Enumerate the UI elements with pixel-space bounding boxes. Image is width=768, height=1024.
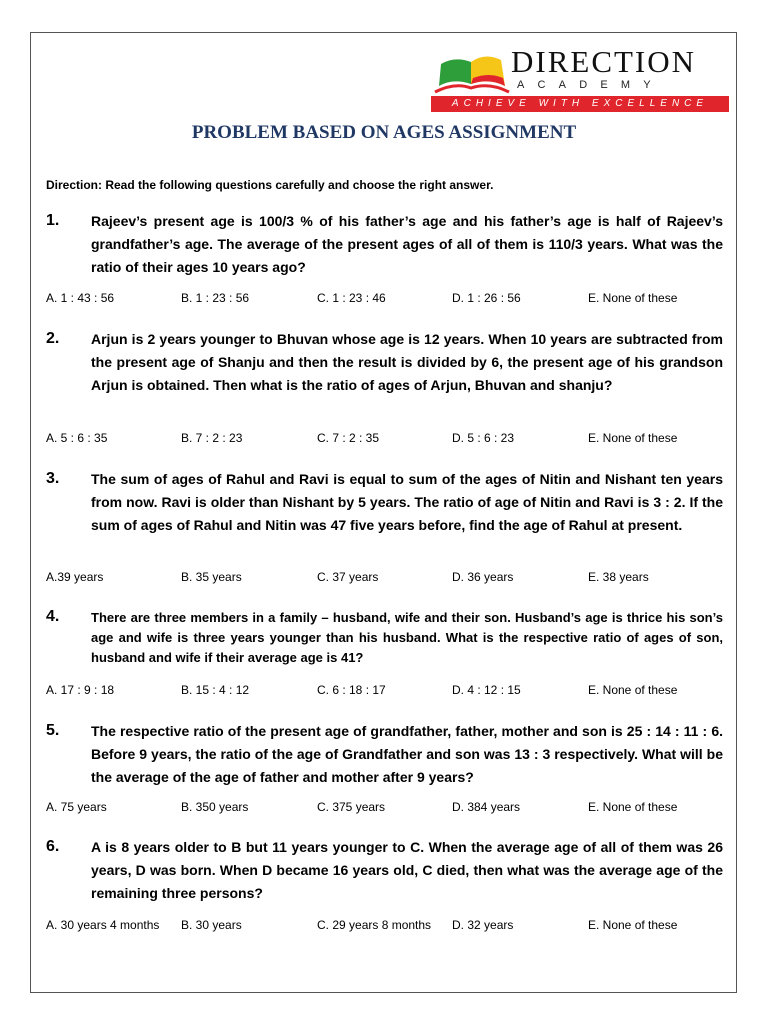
- option-e: E. None of these: [588, 431, 678, 445]
- question-text: Arjun is 2 years younger to Bhuvan whose age is 12 years. When 10 years are subtracted from the present age of Shanju and then the result is divided by 6, the present age of his grandson Arjun is obtained. Then what is the ratio of ages of Arjun, Bhuvan and shanju?: [91, 331, 723, 393]
- option-a: A. 5 : 6 : 35: [46, 431, 108, 445]
- option-c: C. 29 years 8 months: [317, 918, 432, 932]
- option-e: E. None of these: [588, 800, 678, 814]
- option-c: C. 37 years: [317, 570, 379, 584]
- option-e: E. 38 years: [588, 570, 649, 584]
- option-d: D. 32 years: [452, 918, 514, 932]
- question-number: 2.: [46, 330, 60, 347]
- question-2-options: [46, 431, 726, 447]
- logo-name: DIRECTION: [511, 44, 697, 79]
- option-e: E. None of these: [588, 683, 678, 697]
- question-text: There are three members in a family – husband, wife and their son. Husband’s age is thrice his son’s age and wife is three years younger than his husband. What is the respective ratio of ages of son, husband and wife if their average age is 41?: [91, 610, 723, 665]
- option-c: C. 375 years: [317, 800, 386, 814]
- question-number: 4.: [46, 608, 60, 625]
- book-icon: [431, 48, 511, 98]
- option-d: D. 36 years: [452, 570, 514, 584]
- option-c: C. 1 : 23 : 46: [317, 291, 386, 305]
- direction-academy-logo: [431, 46, 731, 114]
- page-title: PROBLEM BASED ON AGES ASSIGNMENT: [191, 122, 577, 143]
- option-a: A. 1 : 43 : 56: [46, 291, 115, 305]
- option-e: E. None of these: [588, 291, 678, 305]
- option-c: C. 7 : 2 : 35: [317, 431, 380, 445]
- option-b: B. 30 years: [181, 918, 242, 932]
- option-a: A. 17 : 9 : 18: [46, 683, 115, 697]
- question-number: 1.: [46, 212, 60, 229]
- option-d: D. 5 : 6 : 23: [452, 431, 515, 445]
- logo-tagline: ACHIEVE WITH EXCELLENCE: [431, 96, 729, 112]
- option-d: D. 4 : 12 : 15: [452, 683, 521, 697]
- question-text: Rajeev’s present age is 100/3 % of his father’s age and his father’s age is half of Rajeev’s grandfather’s age. The average of the present ages of all of them is 110/3 years. What was the ratio of their ages 10 years ago?: [91, 213, 723, 275]
- option-b: B. 350 years: [181, 800, 249, 814]
- question-4-options: [46, 683, 726, 699]
- option-d: D. 384 years: [452, 800, 521, 814]
- option-a: A. 30 years 4 months: [46, 918, 160, 932]
- option-e: E. None of these: [588, 918, 678, 932]
- logo-subtitle: ACADEMY: [517, 79, 664, 91]
- option-d: D. 1 : 26 : 56: [452, 291, 521, 305]
- option-a: A.39 years: [46, 570, 104, 584]
- question-number: 6.: [46, 838, 60, 855]
- option-b: B. 15 : 4 : 12: [181, 683, 250, 697]
- question-text: The respective ratio of the present age of grandfather, father, mother and son is 25 : 14 : 11 : 6. Before 9 years, the ratio of the age of Grandfather and son was 13 : 3 respectively. What will be the average of the age of father and mother after 9 years?: [91, 723, 723, 785]
- question-number: 3.: [46, 470, 60, 487]
- question-5-options: [46, 800, 726, 816]
- question-3-options: [46, 570, 726, 586]
- question-text: A is 8 years older to B but 11 years younger to C. When the average age of all of them was 26 years, D was born. When D became 16 years old, C died, then what was the average age of the remaining three persons?: [91, 839, 723, 901]
- question-1-options: [46, 291, 726, 307]
- directions-text: Direction: Read the following questions carefully and choose the right answer.: [46, 178, 494, 192]
- option-a: A. 75 years: [46, 800, 107, 814]
- option-c: C. 6 : 18 : 17: [317, 683, 386, 697]
- option-b: B. 35 years: [181, 570, 242, 584]
- option-b: B. 7 : 2 : 23: [181, 431, 243, 445]
- question-number: 5.: [46, 722, 60, 739]
- option-b: B. 1 : 23 : 56: [181, 291, 250, 305]
- question-text: The sum of ages of Rahul and Ravi is equal to sum of the ages of Nitin and Nishant ten years from now. Ravi is older than Nishant by 5 years. The ratio of age of Nitin and Ravi is 3 : 2. If the sum of ages of Rahul and Nitin was 47 five years before, find the age of Rahul at present.: [91, 471, 723, 533]
- question-6-options: [46, 918, 726, 934]
